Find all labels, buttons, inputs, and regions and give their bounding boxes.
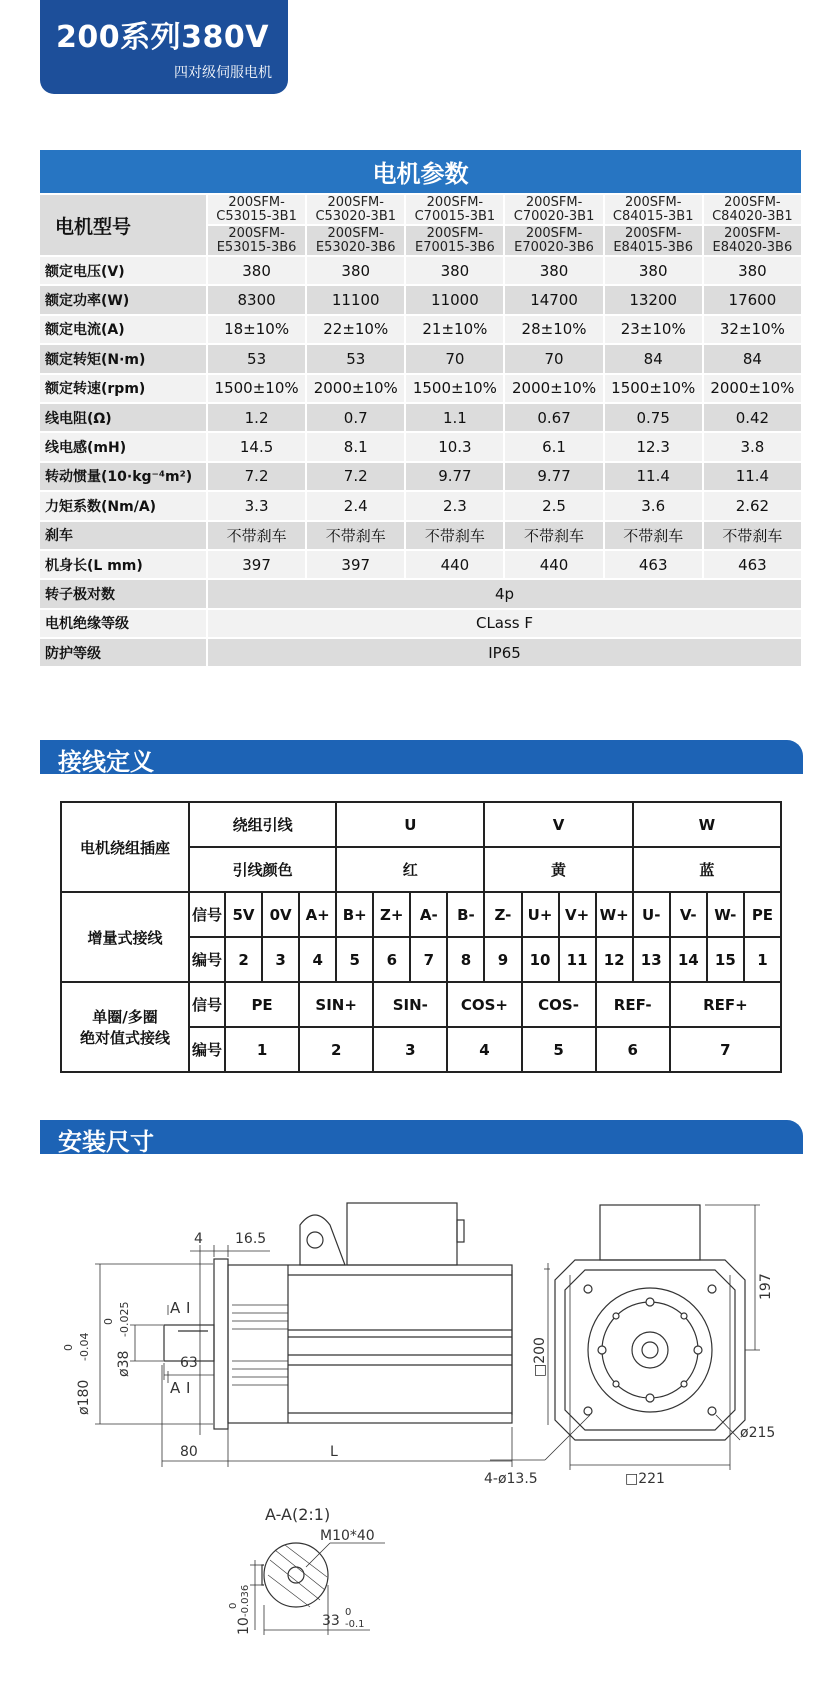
- svg-text:I: I: [186, 1299, 191, 1317]
- param-value: 11.4: [703, 462, 802, 491]
- inc-number: 10: [522, 937, 559, 982]
- page-title: 200系列380V: [56, 20, 269, 55]
- model-b1: 200SFM-C84020-3B1: [703, 194, 802, 225]
- param-row-merged: [40, 638, 802, 667]
- param-label: 电机绝缘等级: [40, 609, 207, 638]
- abs-signal-row: [61, 982, 781, 1027]
- param-row-merged: [40, 579, 802, 608]
- param-value: 12.3: [604, 432, 703, 461]
- inc-signal: W-: [707, 892, 744, 937]
- param-value: 53: [207, 344, 306, 373]
- inc-number: 4: [299, 937, 336, 982]
- param-value: 2000±10%: [504, 374, 603, 403]
- inc-signal: U-: [633, 892, 670, 937]
- svg-text:0: 0: [345, 1607, 352, 1618]
- inc-number: 1: [744, 937, 781, 982]
- signal-label: 信号: [189, 892, 225, 937]
- install-dimension-drawing: [0, 1165, 840, 1694]
- abs-signal: COS-: [522, 982, 596, 1027]
- phase-cell: U: [336, 802, 484, 847]
- abs-number: 4: [447, 1027, 521, 1072]
- absolute-label-1: 单圈/多圈: [92, 1008, 158, 1026]
- abs-number: 1: [225, 1027, 299, 1072]
- param-value: CLass F: [207, 609, 802, 638]
- param-value: 21±10%: [405, 315, 504, 344]
- wiring-row-leads: [61, 802, 781, 847]
- param-value: 11000: [405, 285, 504, 314]
- param-label: 额定功率(W): [40, 285, 207, 314]
- inc-signal: Z-: [484, 892, 521, 937]
- abs-signal: SIN-: [373, 982, 447, 1027]
- dim-200: □200: [532, 1337, 548, 1377]
- param-label: 防护等级: [40, 638, 207, 667]
- param-row: [40, 403, 802, 432]
- param-value: 397: [306, 550, 405, 579]
- inc-number: 12: [596, 937, 633, 982]
- abs-signal: SIN+: [299, 982, 373, 1027]
- model-b1: 200SFM-C53015-3B1: [207, 194, 306, 225]
- dim-13-5: 4-ø13.5: [484, 1471, 538, 1487]
- param-row: [40, 550, 802, 579]
- sec-a-bottom: A: [170, 1379, 187, 1397]
- motor-params-table: [40, 150, 803, 668]
- param-value: 17600: [703, 285, 802, 314]
- dim-4: 4: [194, 1231, 203, 1247]
- param-value: 7.2: [207, 462, 306, 491]
- param-value: 11.4: [604, 462, 703, 491]
- param-value: 2000±10%: [703, 374, 802, 403]
- inc-number: 14: [670, 937, 707, 982]
- param-value: 70: [504, 344, 603, 373]
- abs-number: 7: [670, 1027, 781, 1072]
- incremental-label: 增量式接线: [61, 892, 189, 982]
- param-value: 53: [306, 344, 405, 373]
- svg-text:I: I: [186, 1379, 191, 1397]
- inc-signal: B-: [447, 892, 484, 937]
- param-value: 380: [207, 256, 306, 285]
- page-subtitle: 四对级伺服电机: [174, 65, 272, 81]
- param-value: 84: [604, 344, 703, 373]
- section-aa-circle: [264, 1543, 328, 1607]
- model-b6: 200SFM-E84020-3B6: [703, 225, 802, 256]
- color-cell: 红: [336, 847, 484, 892]
- param-value: 不带刹车: [306, 521, 405, 550]
- param-value: 不带刹车: [703, 521, 802, 550]
- param-value: 0.75: [604, 403, 703, 432]
- inc-signal: V-: [670, 892, 707, 937]
- param-label: 额定电流(A): [40, 315, 207, 344]
- inc-number: 11: [559, 937, 596, 982]
- param-value: 2.62: [703, 491, 802, 520]
- params-title: 电机参数: [40, 150, 802, 194]
- inc-signal: 5V: [225, 892, 262, 937]
- svg-text:-0.1: -0.1: [345, 1619, 365, 1630]
- svg-text:-0.036: -0.036: [240, 1584, 251, 1617]
- svg-text:-0.04: -0.04: [78, 1332, 91, 1361]
- param-label: 额定电压(V): [40, 256, 207, 285]
- connector-box-front: [600, 1205, 700, 1260]
- connector-box-side: [347, 1203, 457, 1265]
- inc-number: 15: [707, 937, 744, 982]
- dim-215: ø215: [740, 1425, 776, 1441]
- param-value: 84: [703, 344, 802, 373]
- number-label: 编号: [189, 937, 225, 982]
- sec-a-top: A: [170, 1299, 187, 1317]
- absolute-label-2: 绝对值式接线: [79, 1029, 170, 1047]
- param-value: 7.2: [306, 462, 405, 491]
- inc-number: 9: [484, 937, 521, 982]
- param-value: IP65: [207, 638, 802, 667]
- model-row-b1: [40, 194, 802, 225]
- inc-signal: U+: [522, 892, 559, 937]
- param-value: 23±10%: [604, 315, 703, 344]
- param-value: 2.4: [306, 491, 405, 520]
- header-badge: [40, 0, 288, 94]
- color-cell: 黄: [484, 847, 632, 892]
- abs-number: 3: [373, 1027, 447, 1072]
- param-value: 14700: [504, 285, 603, 314]
- param-value: 6.1: [504, 432, 603, 461]
- model-b1: 200SFM-C53020-3B1: [306, 194, 405, 225]
- param-value: 4p: [207, 579, 802, 608]
- param-row: [40, 256, 802, 285]
- param-value: 1.1: [405, 403, 504, 432]
- abs-signal: REF+: [670, 982, 781, 1027]
- abs-number: 6: [596, 1027, 670, 1072]
- wiring-table: [60, 801, 782, 1073]
- dim-63: 63: [180, 1355, 198, 1371]
- svg-text:0: 0: [62, 1344, 75, 1351]
- inc-signal: A-: [410, 892, 447, 937]
- param-value: 10.3: [405, 432, 504, 461]
- color-cell: 蓝: [633, 847, 781, 892]
- param-label: 力矩系数(Nm/A): [40, 491, 207, 520]
- number-label: 编号: [189, 1027, 225, 1072]
- param-row: [40, 462, 802, 491]
- param-row: [40, 285, 802, 314]
- svg-text:-0.025: -0.025: [118, 1301, 131, 1337]
- color-label: 引线颜色: [189, 847, 336, 892]
- inc-signal-row: [61, 892, 781, 937]
- param-value: 18±10%: [207, 315, 306, 344]
- dim-180: ø180: [76, 1379, 92, 1415]
- param-label: 线电阻(Ω): [40, 403, 207, 432]
- param-value: 380: [703, 256, 802, 285]
- model-label: 电机型号: [40, 194, 207, 256]
- inc-signal: A+: [299, 892, 336, 937]
- param-label: 额定转速(rpm): [40, 374, 207, 403]
- inc-number: 5: [336, 937, 373, 982]
- inc-signal: Z+: [373, 892, 410, 937]
- param-value: 32±10%: [703, 315, 802, 344]
- section-aa-label: A-A(2:1): [265, 1505, 331, 1524]
- param-value: 0.67: [504, 403, 603, 432]
- param-value: 380: [405, 256, 504, 285]
- param-value: 2.5: [504, 491, 603, 520]
- signal-label: 信号: [189, 982, 225, 1027]
- motor-body-side: [228, 1265, 512, 1423]
- abs-signal: REF-: [596, 982, 670, 1027]
- param-value: 1500±10%: [604, 374, 703, 403]
- model-b1: 200SFM-C70015-3B1: [405, 194, 504, 225]
- param-value: 8.1: [306, 432, 405, 461]
- inc-number: 13: [633, 937, 670, 982]
- param-row: [40, 315, 802, 344]
- flange-side: [214, 1259, 228, 1429]
- inc-number: 6: [373, 937, 410, 982]
- abs-signal: PE: [225, 982, 299, 1027]
- dim-33: 33: [322, 1613, 340, 1629]
- param-value: 8300: [207, 285, 306, 314]
- dim-16-5: 16.5: [235, 1231, 267, 1247]
- param-label: 转子极对数: [40, 579, 207, 608]
- dim-80: 80: [180, 1444, 198, 1460]
- phase-cell: V: [484, 802, 632, 847]
- param-row: [40, 432, 802, 461]
- motor-face-front: [555, 1260, 745, 1440]
- param-value: 3.6: [604, 491, 703, 520]
- param-row: [40, 521, 802, 550]
- param-row-merged: [40, 609, 802, 638]
- param-value: 380: [604, 256, 703, 285]
- param-value: 463: [604, 550, 703, 579]
- dim-221: □221: [625, 1471, 665, 1487]
- param-value: 13200: [604, 285, 703, 314]
- param-row: [40, 344, 802, 373]
- param-value: 14.5: [207, 432, 306, 461]
- phase-cell: W: [633, 802, 781, 847]
- model-b1: 200SFM-C70020-3B1: [504, 194, 603, 225]
- absolute-label: [61, 982, 189, 1072]
- abs-signal: COS+: [447, 982, 521, 1027]
- inc-signal: 0V: [262, 892, 299, 937]
- inc-number: 3: [262, 937, 299, 982]
- param-value: 22±10%: [306, 315, 405, 344]
- param-value: 28±10%: [504, 315, 603, 344]
- param-value: 11100: [306, 285, 405, 314]
- param-value: 440: [405, 550, 504, 579]
- lead-label: 绕组引线: [189, 802, 336, 847]
- param-label: 转动惯量(10·kg⁻⁴m²): [40, 462, 207, 491]
- param-value: 不带刹车: [504, 521, 603, 550]
- param-value: 463: [703, 550, 802, 579]
- model-b6: 200SFM-E70015-3B6: [405, 225, 504, 256]
- svg-text:0: 0: [228, 1602, 239, 1609]
- param-value: 397: [207, 550, 306, 579]
- inc-signal: W+: [596, 892, 633, 937]
- dim-10: 10: [236, 1617, 252, 1635]
- dim-197: 197: [758, 1273, 774, 1300]
- param-value: 0.42: [703, 403, 802, 432]
- model-b1: 200SFM-C84015-3B1: [604, 194, 703, 225]
- param-row: [40, 491, 802, 520]
- inc-number: 8: [447, 937, 484, 982]
- inc-signal: B+: [336, 892, 373, 937]
- param-value: 不带刹车: [604, 521, 703, 550]
- dim-L: L: [330, 1444, 338, 1460]
- param-value: 3.8: [703, 432, 802, 461]
- socket-label: 电机绕组插座: [61, 802, 189, 892]
- param-value: 1.2: [207, 403, 306, 432]
- param-value: 0.7: [306, 403, 405, 432]
- dim-38: ø38: [116, 1350, 132, 1377]
- section-wiring-title: 接线定义: [58, 748, 154, 776]
- inc-signal: PE: [744, 892, 781, 937]
- param-value: 1500±10%: [405, 374, 504, 403]
- param-label: 额定转矩(N·m): [40, 344, 207, 373]
- section-install: [40, 1120, 803, 1154]
- model-b6: 200SFM-E53015-3B6: [207, 225, 306, 256]
- param-value: 70: [405, 344, 504, 373]
- inc-number: 2: [225, 937, 262, 982]
- param-label: 刹车: [40, 521, 207, 550]
- section-wiring: [40, 740, 803, 774]
- inc-signal: V+: [559, 892, 596, 937]
- param-value: 380: [306, 256, 405, 285]
- model-b6: 200SFM-E84015-3B6: [604, 225, 703, 256]
- param-value: 2.3: [405, 491, 504, 520]
- abs-number: 2: [299, 1027, 373, 1072]
- param-value: 9.77: [504, 462, 603, 491]
- param-value: 1500±10%: [207, 374, 306, 403]
- inc-number: 7: [410, 937, 447, 982]
- param-value: 380: [504, 256, 603, 285]
- param-label: 线电感(mH): [40, 432, 207, 461]
- section-install-title: 安装尺寸: [58, 1128, 154, 1156]
- param-value: 3.3: [207, 491, 306, 520]
- param-row: [40, 374, 802, 403]
- param-label: 机身长(L mm): [40, 550, 207, 579]
- dim-m10: M10*40: [320, 1528, 375, 1544]
- abs-number: 5: [522, 1027, 596, 1072]
- param-value: 2000±10%: [306, 374, 405, 403]
- model-b6: 200SFM-E53020-3B6: [306, 225, 405, 256]
- param-value: 9.77: [405, 462, 504, 491]
- param-value: 440: [504, 550, 603, 579]
- svg-text:0: 0: [102, 1318, 115, 1325]
- model-b6: 200SFM-E70020-3B6: [504, 225, 603, 256]
- param-value: 不带刹车: [207, 521, 306, 550]
- param-value: 不带刹车: [405, 521, 504, 550]
